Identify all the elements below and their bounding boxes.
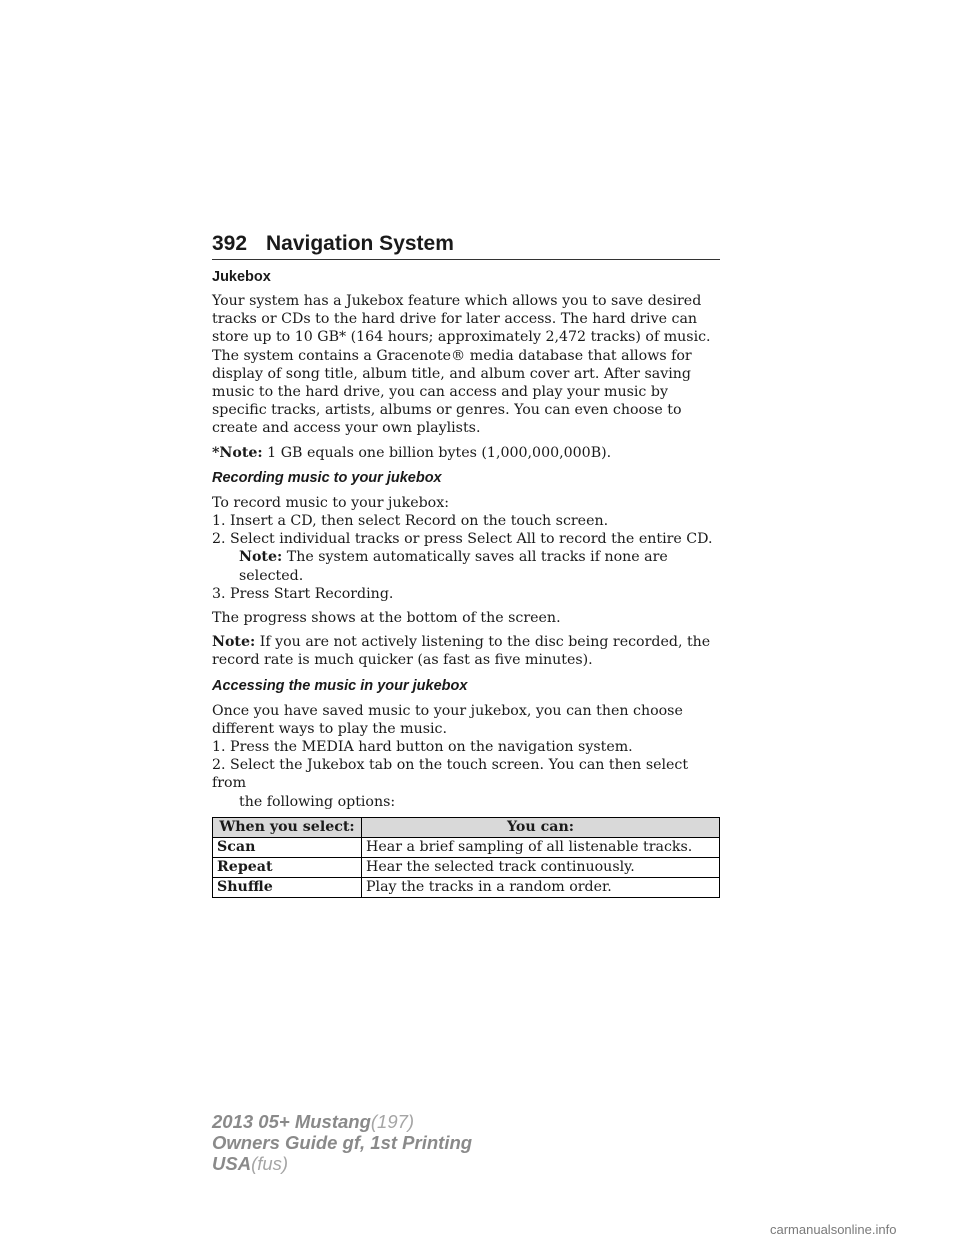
footer-model: 2013 05+ Mustang [212, 1111, 371, 1132]
table-row [213, 877, 720, 897]
table-row [213, 857, 720, 877]
page-number: 392 [212, 232, 248, 255]
record-rate-note [212, 633, 720, 669]
table-cell-action: Play the tracks in a random order. [362, 877, 720, 897]
table-row [213, 837, 720, 857]
recording-step-1: 1. Insert a CD, then select Record on the touch screen. [212, 513, 609, 530]
watermark: carmanualsonline.info [770, 1222, 897, 1237]
table-cell-action: Hear a brief sampling of all listenable tracks. [362, 837, 720, 857]
accessing-intro: Once you have saved music to your jukebox, you can then choose different ways to play the music. [212, 702, 683, 737]
page-header [212, 232, 720, 260]
table-cell-select: Repeat [213, 857, 362, 877]
table-header-row [213, 817, 720, 837]
accessing-step-1: 1. Press the MEDIA hard button on the navigation system. [212, 739, 633, 756]
table-cell-action: Hear the selected track continuously. [362, 857, 720, 877]
footer-guide: Owners Guide gf, 1st Printing [212, 1132, 473, 1153]
recording-step-3: 3. Press Start Recording. [212, 585, 394, 602]
footer-line-2 [212, 1132, 472, 1153]
recording-steps [212, 494, 720, 603]
footer-line-3 [212, 1153, 472, 1174]
jukebox-paragraph: Your system has a Jukebox feature which allows you to save desired tracks or CDs to the hard drive for later access. The hard drive can store up to 10 GB* (164 hours; approximately 2,472 tracks) of music. The system contains a Gracenote® media database that allows for display of song title, album title, and album cover art. After saving music to the hard drive, you can access and play your music by specific tracks, artists, albums or genres. You can even choose to create and access your own playlists. [212, 293, 711, 437]
footer-page-code: (197) [370, 1111, 415, 1132]
options-table [212, 817, 720, 898]
print-footer [212, 1111, 472, 1174]
table-cell-select: Shuffle [213, 877, 362, 897]
accessing-step-2: 2. Select the Jukebox tab on the touch screen. You can then select from [212, 757, 689, 792]
recording-step-2-note [212, 548, 720, 584]
footer-region: USA [212, 1153, 252, 1174]
progress-text: The progress shows at the bottom of the screen. [212, 610, 561, 627]
footer-line-1 [212, 1111, 472, 1132]
step-note-text: The system automatically saves all tracks if none are selected. [239, 549, 668, 584]
note-text: If you are not actively listening to the disc being recorded, the record rate is much quicker (as fast as five minutes). [212, 634, 711, 669]
accessing-step-2-cont: the following options: [239, 793, 396, 810]
table-header-select: When you select: [213, 817, 362, 837]
recording-step-2: 2. Select individual tracks or press Select All to record the entire CD. [212, 531, 713, 548]
note-text: 1 GB equals one billion bytes (1,000,000,000B). [262, 444, 612, 461]
recording-heading: Recording music to your jukebox [212, 469, 442, 486]
table-header-action: You can: [362, 817, 720, 837]
note-label: *Note: [212, 444, 263, 461]
accessing-steps [212, 702, 720, 811]
jukebox-note [212, 444, 720, 462]
accessing-heading: Accessing the music in your jukebox [212, 677, 468, 694]
note-label: Note: [212, 634, 256, 651]
footer-region-code: (fus) [251, 1153, 289, 1174]
section-title: Navigation System [266, 232, 454, 255]
recording-intro: To record music to your jukebox: [212, 494, 449, 511]
step-note-label: Note: [239, 549, 283, 566]
jukebox-heading: Jukebox [212, 269, 271, 285]
manual-page [212, 232, 720, 898]
table-cell-select: Scan [213, 837, 362, 857]
